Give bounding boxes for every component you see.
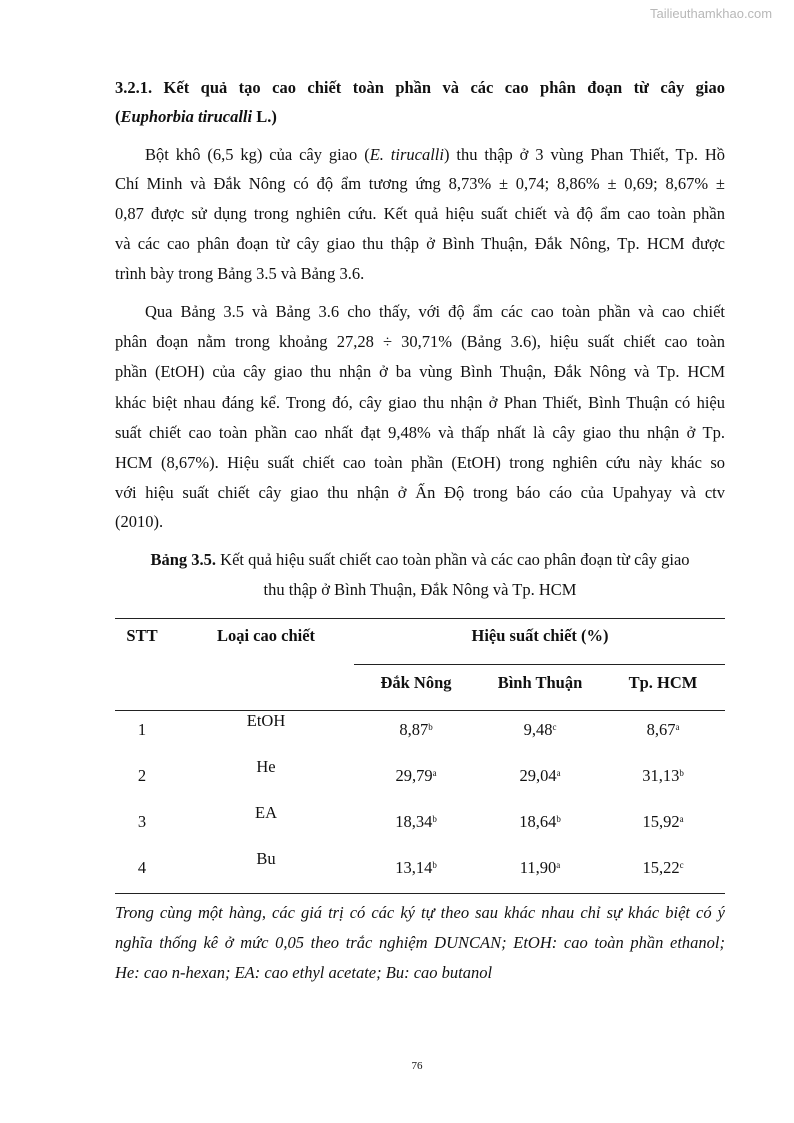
text-span: phần (EtOH) của cây giao thu nhận ở ba vùng Bình Thuận, Đắk Nông và Tp. HCM [115, 362, 725, 381]
text-span: HCM (8,67%). Hiệu suất chiết cao toàn phần (EtOH) trong nghiên cứu này khác so [115, 453, 725, 472]
paragraph-line [145, 144, 725, 166]
cell-yield [480, 811, 600, 833]
significance-letter: a [432, 768, 437, 778]
cell-stt: 1 [137, 720, 147, 739]
text-span: 3.2.1. Kết quả tạo cao chiết toàn phần và các cao phân đoạn từ cây giao [115, 78, 725, 97]
paragraph-line [115, 392, 725, 414]
text-span: trình bày trong Bảng 3.5 và Bảng 3.6. [115, 264, 365, 283]
paragraph-line [115, 482, 725, 504]
cell-yield [603, 719, 723, 741]
table-caption-label: Bảng 3.5. [150, 550, 217, 569]
yield-value: 9,48 [523, 720, 553, 739]
text-span: Chí Minh và Đắk Nông có độ ẩm tương ứng 8,73% ± 0,74; 8,86% ± 0,69; 8,67% ± [115, 174, 725, 193]
significance-letter: a [556, 768, 561, 778]
cell-yield [480, 765, 600, 787]
paragraph-line [115, 331, 725, 353]
significance-letter: b [428, 722, 433, 732]
yield-value: 15,22 [642, 858, 680, 877]
table-bottom-rule [115, 893, 725, 894]
note-line: Trong cùng một hàng, các giá trị có các ký tự theo sau khác nhau chỉ sự khác biệt có ý [115, 903, 725, 922]
watermark: Tailieuthamkhao.com [650, 6, 773, 21]
cell-yield [603, 811, 723, 833]
yield-value: 29,79 [395, 766, 433, 785]
cell-yield [603, 765, 723, 787]
header-region: Tp. HCM [628, 673, 698, 692]
table-caption [115, 549, 725, 571]
text-span: suất chiết cao toàn phần cao nhất đạt 9,48% và thấp nhất là cây giao thu nhận ở Tp. [115, 423, 725, 442]
yield-value: 13,14 [395, 858, 433, 877]
cell-type: EA [255, 803, 277, 822]
cell-stt: 3 [137, 812, 147, 831]
paragraph-line [115, 173, 725, 195]
cell-yield [356, 811, 476, 833]
yield-value: 8,87 [399, 720, 429, 739]
significance-letter: c [552, 722, 557, 732]
cell-stt: 2 [137, 766, 147, 785]
page-number: 76 [411, 1060, 423, 1072]
cell-yield [480, 719, 600, 741]
text-span: ) thu thập ở 3 vùng Phan Thiết, Tp. Hồ [443, 145, 726, 164]
table-caption-text: Kết quả hiệu suất chiết cao toàn phần và các cao phân đoạn từ cây giao [216, 550, 690, 569]
text-span: khác biệt nhau đáng kể. Trong đó, cây giao thu nhận ở Phan Thiết, Bình Thuận có hiệu [115, 393, 725, 412]
text-span: L.) [252, 107, 277, 126]
table-caption-line2: thu thập ở Bình Thuận, Đắk Nông và Tp. HCM [263, 580, 577, 599]
paragraph-line [115, 203, 725, 225]
yield-value: 29,04 [519, 766, 557, 785]
note-line: nghĩa thống kê ở mức 0,05 theo trắc nghiệm DUNCAN; EtOH: cao toàn phần ethanol; [115, 933, 725, 952]
cell-type: EtOH [246, 711, 286, 730]
cell-yield [356, 857, 476, 879]
significance-letter: a [675, 722, 680, 732]
significance-letter: a [556, 860, 561, 870]
cell-yield [603, 857, 723, 879]
paragraph-line [145, 301, 725, 323]
header-type: Loại cao chiết [216, 626, 316, 645]
cell-yield [356, 719, 476, 741]
paragraph-line [115, 422, 725, 444]
paragraph-line [115, 263, 725, 285]
cell-type: He [256, 757, 276, 776]
yield-value: 11,90 [519, 858, 557, 877]
table-subheader-rule [354, 664, 725, 665]
significance-letter: b [432, 860, 437, 870]
significance-letter: c [679, 860, 684, 870]
paragraph-line [115, 233, 725, 255]
cell-yield [356, 765, 476, 787]
significance-letter: b [556, 814, 561, 824]
text-span: Qua Bảng 3.5 và Bảng 3.6 cho thấy, với độ ẩm các cao toàn phần và cao chiết [145, 302, 725, 321]
significance-letter: b [679, 768, 684, 778]
header-region: Đắk Nông [380, 673, 452, 692]
text-span: Euphorbia tirucalli [120, 107, 253, 126]
text-span: E. tirucalli [369, 145, 444, 164]
yield-value: 18,64 [519, 812, 557, 831]
text-span: (2010). [115, 512, 164, 531]
section-heading-line [115, 77, 725, 99]
header-yield: Hiệu suất chiết (%) [471, 626, 609, 645]
text-span: ( [115, 107, 121, 126]
yield-value: 31,13 [642, 766, 680, 785]
cell-type: Bu [256, 849, 276, 868]
yield-value: 15,92 [642, 812, 680, 831]
header-region: Bình Thuận [497, 673, 583, 692]
paragraph-line [115, 452, 725, 474]
header-stt: STT [126, 626, 158, 645]
yield-value: 18,34 [395, 812, 433, 831]
table-top-rule [115, 618, 725, 619]
text-span: Bột khô (6,5 kg) của cây giao ( [145, 145, 370, 164]
significance-letter: a [679, 814, 684, 824]
paragraph-line [115, 511, 725, 533]
section-heading-line [115, 106, 725, 128]
yield-value: 8,67 [646, 720, 676, 739]
cell-yield [480, 857, 600, 879]
paragraph-line [115, 361, 725, 383]
text-span: và các cao phân đoạn từ cây giao thu thập ở Bình Thuận, Đắk Nông, Tp. HCM được [115, 234, 725, 253]
significance-letter: b [432, 814, 437, 824]
note-line: He: cao n-hexan; EA: cao ethyl acetate; Bu: cao butanol [115, 963, 493, 982]
cell-stt: 4 [137, 858, 147, 877]
text-span: phân đoạn nằm trong khoảng 27,28 ÷ 30,71% (Bảng 3.6), hiệu suất chiết cao toàn [115, 332, 725, 351]
text-span: với hiệu suất chiết cây giao thu nhận ở Ấn Độ trong báo cáo của Upahyay và ctv [115, 483, 725, 502]
text-span: 0,87 được sử dụng trong nghiên cứu. Kết quả hiệu suất chiết và độ ẩm cao toàn phần [115, 204, 725, 223]
